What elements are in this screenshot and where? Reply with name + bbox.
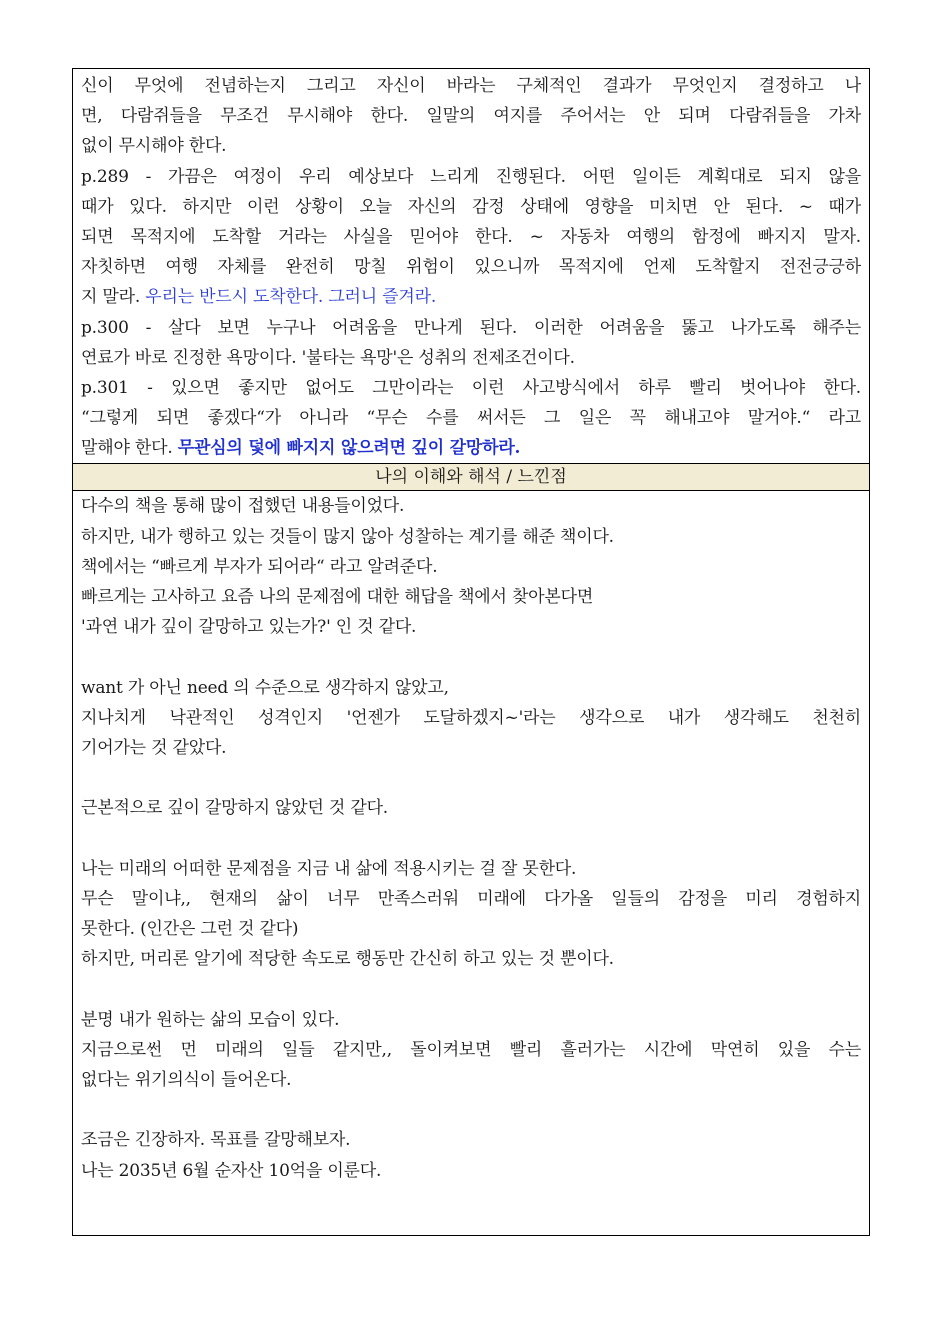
text-line: 신이 무엇에 전념하는지 그리고 자신이 바라는 구체적인 결과가 무엇인지 결정하고 나	[81, 76, 861, 96]
text-line: 하지만, 내가 행하고 있는 것들이 많지 않아 성찰하는 계기를 해준 책이다.	[81, 526, 614, 547]
text-line: 조금은 긴장하자. 목표를 갈망해보자.	[81, 1130, 351, 1151]
text-line: 무슨 말이냐,, 현재의 삶이 너무 만족스러워 미래에 다가올 일들의 감정을 미리 경험하지	[81, 888, 861, 909]
blank-line	[81, 974, 861, 1004]
highlighted-quote: 우리는 반드시 도착한다. 그러니 즐겨라.	[145, 287, 437, 308]
quotes-section	[73, 69, 869, 463]
document-table	[72, 68, 870, 1236]
section-header: 나의 이해와 해석 / 느낀점	[73, 463, 869, 491]
text-line: 근본적으로 깊이 갈망하지 않았던 것 같다.	[81, 798, 388, 819]
text-line: 못한다. (인간은 그런 것 같다)	[81, 919, 299, 940]
text-line: 면, 다람쥐들을 무조건 무시해야 한다. 일말의 여지를 주어서는 안 되며 다람쥐들을 가차	[81, 106, 861, 127]
blank-line	[81, 642, 861, 672]
text-line: '과연 내가 깊이 갈망하고 있는가?' 인 것 같다.	[81, 617, 417, 638]
text-line: 자칫하면 여행 자체를 완전히 망칠 위험이 있으니까 목적지에 언제 도착할지 전전긍긍하	[81, 257, 861, 278]
text-line: 나는 미래의 어떠한 문제점을 지금 내 삶에 적용시키는 걸 잘 못한다.	[81, 858, 577, 879]
blank-line	[81, 763, 861, 793]
blank-line	[81, 1095, 861, 1125]
highlighted-quote-bold: 무관심의 덫에 빠지지 않으려면 깊이 갈망하라.	[177, 438, 521, 459]
text-line: 되면 목적지에 도착할 거라는 사실을 믿어야 한다. ~ 자동차 여행의 함정에 빠지지 말자.	[81, 226, 861, 247]
text-line: p.300 - 살다 보면 누구나 어려움을 만나게 된다. 이러한 어려움을 뚫고 나가도록 해주는	[81, 317, 861, 338]
text-line: “그렇게 되면 좋겠다“가 아니라 “무슨 수를 써서든 그 일은 꼭 해내고야 말거야.“ 라고	[81, 408, 861, 429]
text-line: p.289 - 가끔은 여정이 우리 예상보다 느리게 진행된다. 어떤 일이든 계획대로 되지 않을	[81, 166, 861, 187]
text-line: 다수의 책을 통해 많이 접했던 내용들이었다.	[81, 496, 405, 517]
text-line: 기어가는 것 같았다.	[81, 737, 227, 758]
text-line: 지나치게 낙관적인 성격인지 '언젠가 도달하겠지~'라는 생각으로 내가 생각해도 천천히	[81, 707, 861, 728]
text-line: 없이 무시해야 한다.	[81, 136, 227, 157]
reflection-section	[73, 491, 869, 1235]
text-line: 없다는 위기의식이 들어온다.	[81, 1070, 292, 1090]
text-line: p.301 - 있으면 좋지만 없어도 그만이라는 이런 사고방식에서 하루 빨리 벗어나야 한다.	[81, 377, 861, 398]
text-line: 빠르게는 고사하고 요즘 나의 문제점에 대한 해답을 책에서 찾아본다면	[81, 587, 594, 607]
text-line: 연료가 바로 진정한 욕망이다. '불타는 욕망'은 성취의 전제조건이다.	[81, 347, 575, 368]
text-line: 분명 내가 원하는 삶의 모습이 있다.	[81, 1009, 340, 1030]
blank-line	[81, 824, 861, 854]
text-line: 책에서는 “빠르게 부자가 되어라“ 라고 알려준다.	[81, 556, 438, 577]
text-fragment: 말해야 한다.	[81, 438, 178, 459]
text-line: 하지만, 머리론 알기에 적당한 속도로 행동만 간신히 하고 있는 것 뿐이다.	[81, 949, 614, 970]
text-line: 지금으로썬 먼 미래의 일들 같지만,, 돌이켜보면 빨리 흘러가는 시간에 막연히 있을 수는	[81, 1039, 861, 1060]
text-line: 때가 있다. 하지만 이런 상황이 오늘 자신의 감정 상태에 영향을 미치면 안 된다. ~ 때가	[81, 196, 861, 217]
text-line	[81, 433, 861, 463]
text-line: want 가 아닌 need 의 수준으로 생각하지 않았고,	[81, 677, 449, 698]
text-line	[81, 282, 861, 312]
text-line: 나는 2035년 6월 순자산 10억을 이룬다.	[81, 1160, 382, 1181]
text-fragment: 지 말라.	[81, 287, 146, 308]
